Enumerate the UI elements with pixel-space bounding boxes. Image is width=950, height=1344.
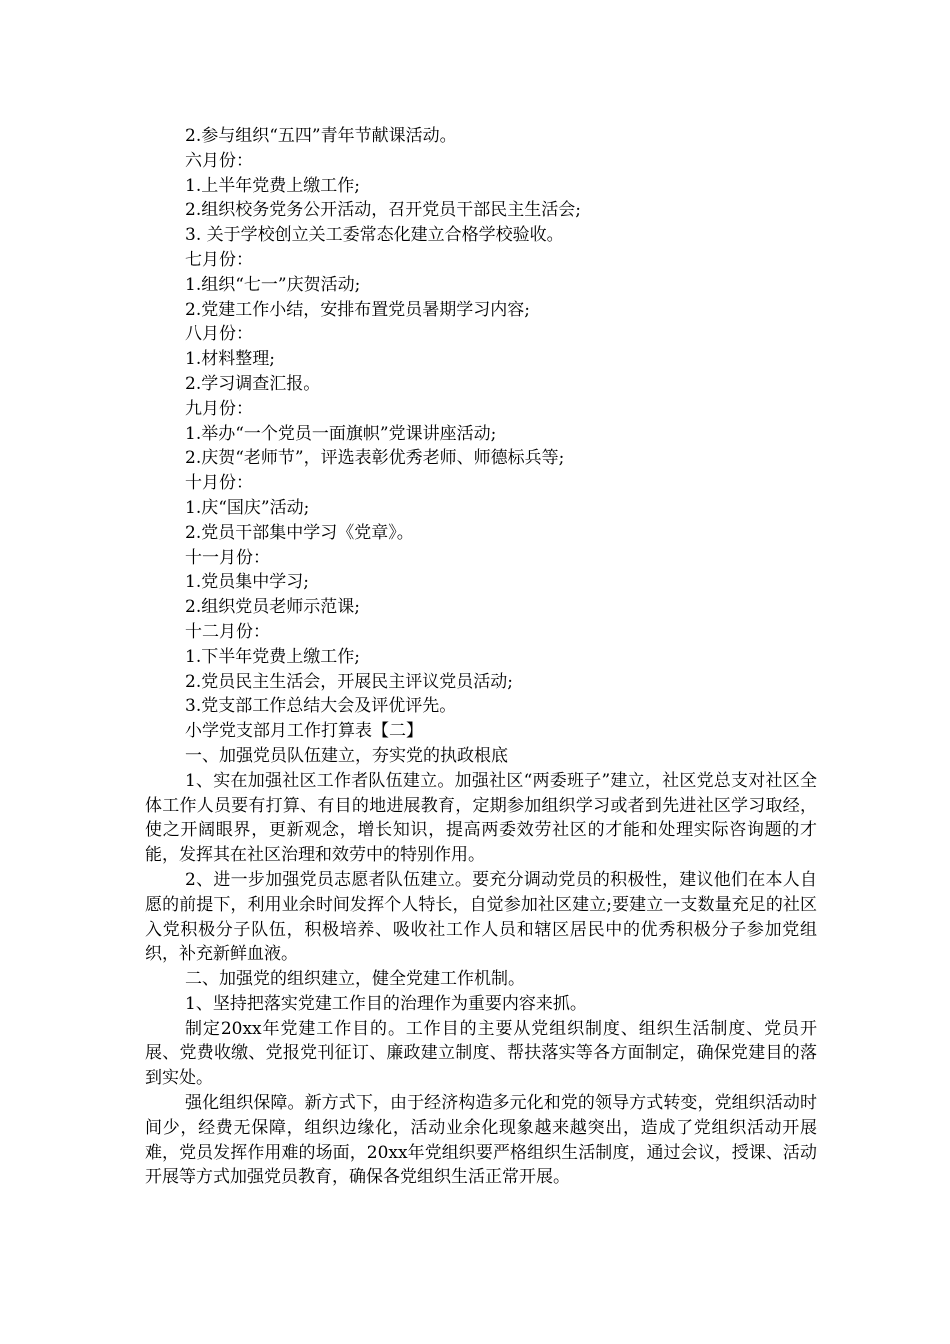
item-june-3: 3. 关于学校创立关工委常态化建立合格学校验收。 (185, 225, 564, 246)
month-heading-october: 十月份： (185, 473, 253, 494)
month-heading-september: 九月份： (185, 398, 253, 419)
item-december-2: 2.党员民主生活会，开展民主评议党员活动; (185, 671, 513, 692)
document-page (145, 124, 817, 1190)
item-june-1: 1.上半年党费上缴工作; (185, 175, 360, 196)
item-june-2: 2.组织校务党务公开活动，召开党员干部民主生活会; (185, 200, 581, 221)
item-july-1: 1.组织“七一”庆贺活动; (185, 274, 361, 295)
paragraph-goal-management: 1、坚持把落实党建工作目的治理作为重要内容来抓。 (185, 993, 587, 1014)
item-september-1: 1.举办“一个党员一面旗帜”党课讲座活动; (185, 423, 497, 444)
month-heading-july: 七月份： (185, 249, 253, 270)
item-october-2: 2.党员干部集中学习《党章》。 (185, 522, 414, 543)
item-november-2: 2.组织党员老师示范课; (185, 597, 360, 618)
item-may-2: 2.参与组织“五四”青年节献课活动。 (185, 126, 457, 146)
item-september-2: 2.庆贺“老师节”，评选表彰优秀老师、师德标兵等; (185, 448, 565, 469)
heading-part-one: 一、加强党员队伍建立，夯实党的执政根底 (185, 745, 508, 766)
heading-part-two: 二、加强党的组织建立，健全党建工作机制。 (185, 969, 525, 990)
month-heading-december: 十二月份： (185, 621, 270, 642)
item-october-1: 1.庆“国庆”活动; (185, 497, 310, 518)
month-heading-june: 六月份： (185, 150, 253, 171)
paragraph-organization-guarantee: 强化组织保障。新方式下，由于经济构造多元化和党的领导方式转变，党组织活动时间少，经费无保障，组织边缘化，活动业余化现象越来越突出，造成了党组织活动开展难，党员发挥作用难的场面，20xx年党组织要严格组织生活制度，通过会议，授课、活动开展等方式加强党员教育，确保各党组织生活正常开展。 (145, 1093, 817, 1188)
month-heading-november: 十一月份： (185, 547, 270, 568)
section-title: 小学党支部月工作打算表【二】 (185, 721, 423, 742)
item-december-3: 3.党支部工作总结大会及评优评先。 (185, 696, 457, 717)
paragraph-annual-goals: 制定20xx年党建工作目的。工作目的主要从党组织制度、组织生活制度、党员开展、党费收缴、党报党刊征订、廉政建立制度、帮扶落实等各方面制定，确保党建目的落到实处。 (145, 1018, 817, 1089)
item-august-1: 1.材料整理; (185, 349, 275, 370)
item-july-2: 2.党建工作小结，安排布置党员暑期学习内容; (185, 299, 530, 320)
item-november-1: 1.党员集中学习; (185, 572, 309, 593)
paragraph-community-workers: 1、实在加强社区工作者队伍建立。加强社区“两委班子”建立，社区党总支对社区全体工作人员要有打算、有目的地进展教育，定期参加组织学习或者到先进社区学习取经，使之开阔眼界，更新观念，增长知识，提高两委效劳社区的才能和处理实际咨询题的才能，发挥其在社区治理和效劳中的特别作用。 (145, 770, 817, 866)
item-december-1: 1.下半年党费上缴工作; (185, 646, 360, 667)
paragraph-volunteers: 2、进一步加强党员志愿者队伍建立。要充分调动党员的积极性，建议他们在本人自愿的前提下，利用业余时间发挥个人特长，自觉参加社区建立;要建立一支数量充足的社区入党积极分子队伍，积极培养、吸收社工作人员和辖区居民中的优秀积极分子参加党组织，补充新鲜血液。 (145, 869, 817, 965)
item-august-2: 2.学习调查汇报。 (185, 373, 321, 394)
month-heading-august: 八月份： (185, 324, 253, 345)
